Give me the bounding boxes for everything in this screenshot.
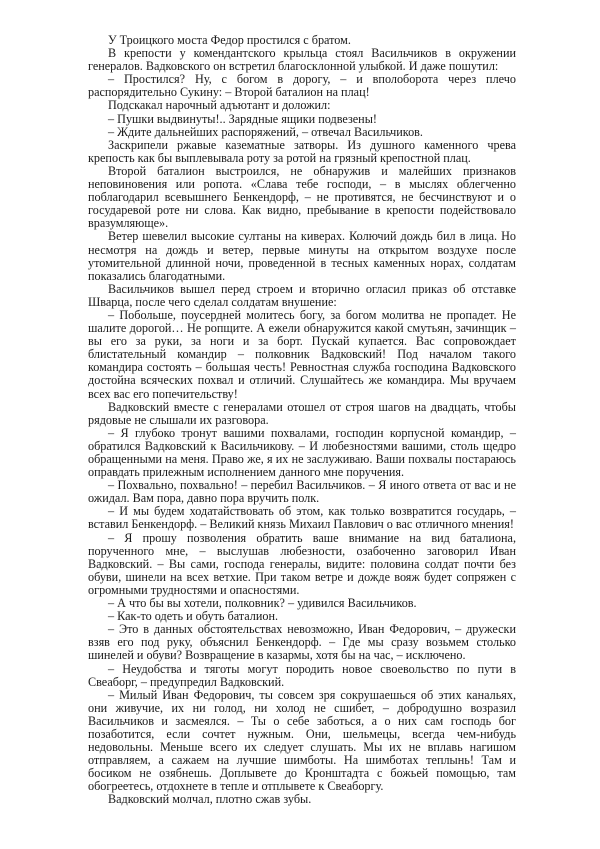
paragraph: – Пушки выдвинуты!.. Зарядные ящики подвезены! bbox=[108, 111, 377, 126]
paragraph: – Простился? Ну, с богом в дорогу, – и вполоборота через плечо распорядительно Сукину: – Второй баталион на плац! bbox=[88, 72, 516, 100]
paragraph: Вадковский молчал, плотно сжав зубы. bbox=[108, 792, 312, 807]
document-page bbox=[88, 34, 516, 807]
paragraph: Второй баталион выстроился, не обнаружив и малейших признаков неповиновения или ропота. «Слава тебе господи, – в мыслях облегченно поблагодарил всевышнего Бенкендорф, – не противятся, не бесчинствуют и о государевой роте ни слова. Как видно, пребывание в крепости подействовало вразумляюще». bbox=[88, 163, 516, 231]
paragraph: Вадковский вместе с генералами отошел от строя шагов на двадцать, чтобы рядовые не слышали их разговора. bbox=[88, 399, 516, 427]
paragraph: – Милый Иван Федорович, ты совсем зря сокрушаешься об этих канальях, они живучие, их ни голод, ни холод не сшибет, – добродушно возразил Васильчиков и засмеялся. – Ты о себе заботься, а о них сам господь бог позаботится, если сочтет нужным. Они, шельмецы, всегда чем-нибудь недовольны. Меньше всего их следует слушать. Мы их не вплавь нагишом отправляем, а сажаем на лучшие шимботы. На шимботах теплынь! Там и босиком не озябнешь. Доплывете до Кронштадта с божьей помощью, там обогреетесь, отдохнете в тепле и отплывете к Свеаборгу. bbox=[88, 687, 516, 794]
paragraph: В крепости у комендантского крыльца стоял Васильчиков в окружении генералов. Вадковского он встретил благосклонной улыбкой. И даже пошутил: bbox=[88, 46, 516, 74]
paragraph: У Троицкого моста Федор простился с братом. bbox=[108, 33, 351, 47]
paragraph: – Побольше, поусердней молитесь богу, за богом молитва не пропадет. Не шалите дорогой… Не ропщите. А ежели обнаружится какой смутьян, зачинщик – вы его за руки, за ноги и за борт. Пускай купается. Вас сопровождает блистательный командир – полковник Вадковский! Под началом такого командира состоять – большая честь! Ревностная служба господина Вадковского достойна всяческих похвал и отличий. Слушайтесь же командира. Мы вручаем всех вас его попечительству! bbox=[88, 307, 516, 401]
paragraph: Заскрипели ржавые казематные затворы. Из душного каменного чрева крепость как бы выплевывала роту за ротой на грязный крепостной плац. bbox=[88, 137, 516, 165]
paragraph: – Я прошу позволения обратить ваше внимание на вид баталиона, порученного мне, – выслушав любезности, озабоченно заговорил Иван Вадковский. – Вы сами, господа генералы, видите: половина солдат почти без обуви, шинели на всех ветхие. При таком ветре и дожде вояж будет сопряжен с огромными трудностями и опасностями. bbox=[88, 530, 516, 597]
paragraph: – Похвально, похвально! – перебил Васильчиков. – Я иного ответа от вас и не ожидал. Вам пора, давно пора вручить полк. bbox=[88, 478, 516, 506]
paragraph: – Как-то одеть и обуть баталион. bbox=[108, 609, 279, 624]
paragraph: Подскакал нарочный адъютант и доложил: bbox=[108, 98, 331, 113]
paragraph: – И мы будем ходатайствовать об этом, как только возвратится государь, – вставил Бенкендорф. – Великий князь Михаил Павлович о вас отличного мнения! bbox=[88, 504, 516, 532]
paragraph: Ветер шевелил высокие султаны на киверах. Колючий дождь бил в лица. Но несмотря на дождь и ветер, первые минуты на открытом воздухе после утомительной длинной ночи, проведенной в тесных каменных норах, солдатам показались благодатными. bbox=[88, 229, 516, 283]
paragraph: Васильчиков вышел перед строем и вторично огласил приказ об отставке Шварца, после чего сделал солдатам внушение: bbox=[88, 281, 516, 309]
paragraph: – Это в данных обстоятельствах невозможно, Иван Федорович, – дружески взяв его под руку, объяснил Бенкендорф. – Где мы сразу возьмем столько шинелей и обуви? Возвращение в казармы, хотя бы на час, – исключено. bbox=[88, 622, 516, 663]
paragraph: – Я глубоко тронут вашими похвалами, господин корпусной командир, – обратился Вадковский к Васильчикову. – И любезностями вашими, столь щедро обращенными на меня. Право же, я их не заслуживаю. Ваши похвалы постараюсь оправдать прилежным исполнением данного мне поручения. bbox=[88, 425, 516, 480]
paragraph: – Ждите дальнейших распоряжений, – отвечал Васильчиков. bbox=[108, 124, 423, 139]
paragraph: – Неудобства и тяготы могут породить новое своевольство по пути в Свеаборг, – предупредил Вадковский. bbox=[88, 661, 516, 689]
paragraph: – А что бы вы хотели, полковник? – удивился Васильчиков. bbox=[108, 596, 417, 611]
